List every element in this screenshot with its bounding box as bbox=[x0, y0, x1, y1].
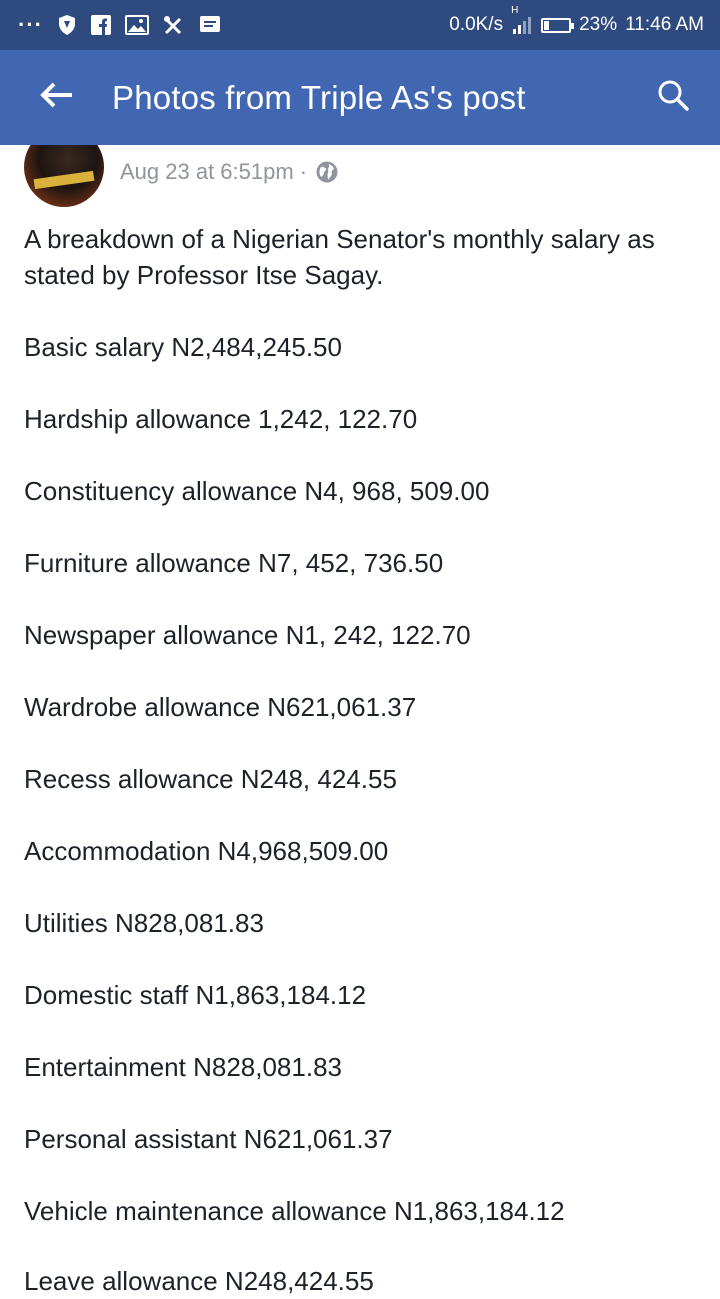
salary-item-clipped: Leave allowance N248,424.55 bbox=[24, 1266, 374, 1296]
battery-icon bbox=[541, 18, 571, 33]
signal-icon bbox=[511, 5, 533, 35]
message-icon bbox=[199, 15, 221, 35]
more-notifications-icon: ··· bbox=[18, 12, 43, 37]
status-bar-right bbox=[441, 5, 704, 36]
signal-type-label: H bbox=[511, 5, 519, 16]
battery-percent: 23% bbox=[579, 14, 618, 35]
salary-item: Newspaper allowance N1, 242, 122.70 bbox=[24, 620, 471, 650]
post-intro: A breakdown of a Nigerian Senator's monthly salary as stated by Professor Itse Sagay. bbox=[24, 224, 655, 290]
salary-item: Accommodation N4,968,509.00 bbox=[24, 836, 389, 866]
salary-item: Hardship allowance 1,242, 122.70 bbox=[24, 404, 418, 434]
globe-icon bbox=[315, 160, 339, 184]
arrow-left-icon bbox=[38, 80, 74, 115]
salary-item: Constituency allowance N4, 968, 509.00 bbox=[24, 476, 490, 506]
back-button[interactable] bbox=[16, 50, 96, 145]
salary-item: Utilities N828,081.83 bbox=[24, 908, 264, 938]
meta-separator: · bbox=[299, 159, 308, 184]
page-title: Photos from Triple As's post bbox=[112, 78, 526, 116]
salary-item: Vehicle maintenance allowance N1,863,184.12 bbox=[24, 1196, 565, 1226]
post-body bbox=[24, 221, 704, 1265]
status-bar-left bbox=[18, 12, 235, 38]
post-header bbox=[0, 145, 720, 207]
salary-item: Recess allowance N248, 424.55 bbox=[24, 764, 397, 794]
post-meta bbox=[120, 159, 339, 185]
tools-icon bbox=[163, 15, 185, 35]
search-icon bbox=[656, 78, 690, 117]
post-timestamp[interactable]: Aug 23 at 6:51pm bbox=[120, 159, 294, 184]
facebook-icon bbox=[91, 15, 111, 35]
shield-icon bbox=[57, 14, 77, 36]
gallery-icon bbox=[125, 15, 149, 35]
salary-item: Domestic staff N1,863,184.12 bbox=[24, 980, 367, 1010]
salary-item: Wardrobe allowance N621,061.37 bbox=[24, 692, 417, 722]
network-speed: 0.0K/s bbox=[449, 14, 504, 35]
app-bar bbox=[0, 50, 720, 145]
salary-item: Personal assistant N621,061.37 bbox=[24, 1124, 393, 1154]
avatar[interactable] bbox=[24, 145, 104, 207]
salary-item: Furniture allowance N7, 452, 736.50 bbox=[24, 548, 444, 578]
clock: 11:46 AM bbox=[625, 14, 704, 35]
status-bar bbox=[0, 0, 720, 50]
salary-item: Entertainment N828,081.83 bbox=[24, 1052, 342, 1082]
search-button[interactable] bbox=[638, 50, 708, 145]
salary-item: Basic salary N2,484,245.50 bbox=[24, 332, 342, 362]
